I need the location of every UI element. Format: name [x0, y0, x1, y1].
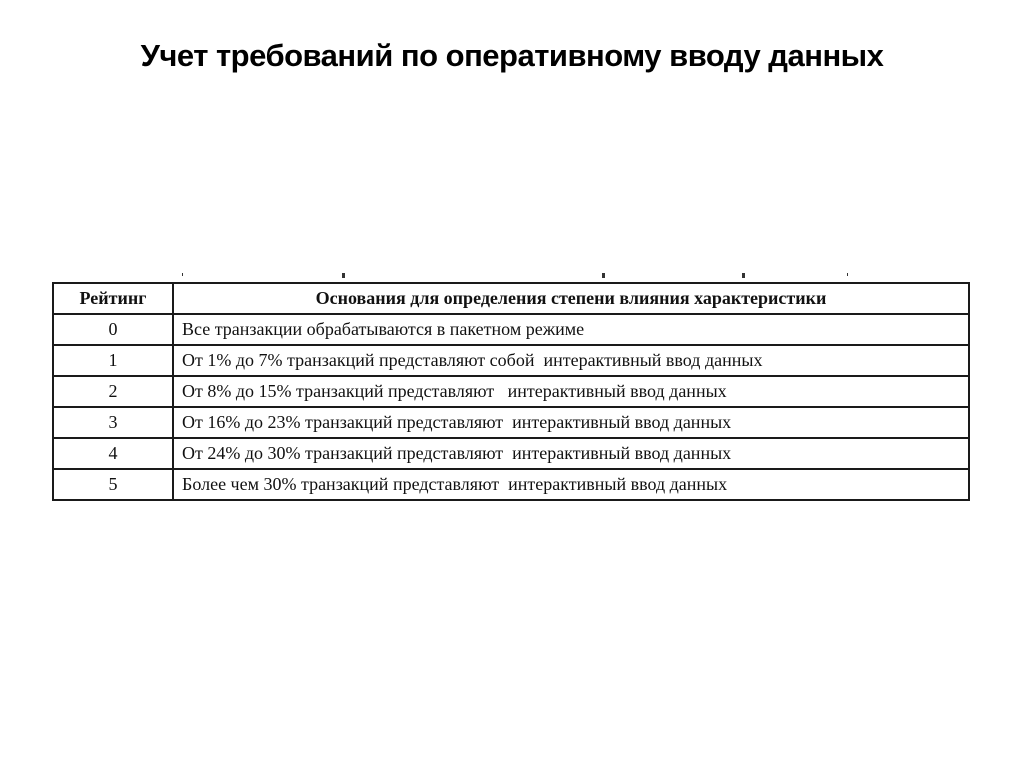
table-row [53, 345, 969, 376]
rating-cell: 1 [53, 345, 173, 376]
basis-cell: От 16% до 23% транзакций представляют интерактивный ввод данных [173, 407, 969, 438]
basis-cell: От 1% до 7% транзакций представляют собой интерактивный ввод данных [173, 345, 969, 376]
basis-cell: От 8% до 15% транзакций представляют интерактивный ввод данных [173, 376, 969, 407]
table-row [53, 438, 969, 469]
basis-cell: Все транзакции обрабатываются в пакетном режиме [173, 314, 969, 345]
rating-cell: 3 [53, 407, 173, 438]
table-row [53, 469, 969, 500]
rating-table [52, 282, 970, 501]
table-header-row [53, 283, 969, 314]
basis-cell: Более чем 30% транзакций представляют интерактивный ввод данных [173, 469, 969, 500]
rating-cell: 5 [53, 469, 173, 500]
basis-cell: От 24% до 30% транзакций представляют интерактивный ввод данных [173, 438, 969, 469]
slide-title: Учет требований по оперативному вводу данных [140, 38, 884, 73]
table-row [53, 376, 969, 407]
scan-artifact [182, 273, 902, 279]
header-basis: Основания для определения степени влияния характеристики [173, 283, 969, 314]
rating-cell: 4 [53, 438, 173, 469]
rating-table-image [52, 282, 970, 501]
header-rating: Рейтинг [53, 283, 173, 314]
rating-cell: 0 [53, 314, 173, 345]
table-row [53, 407, 969, 438]
rating-cell: 2 [53, 376, 173, 407]
table-row [53, 314, 969, 345]
